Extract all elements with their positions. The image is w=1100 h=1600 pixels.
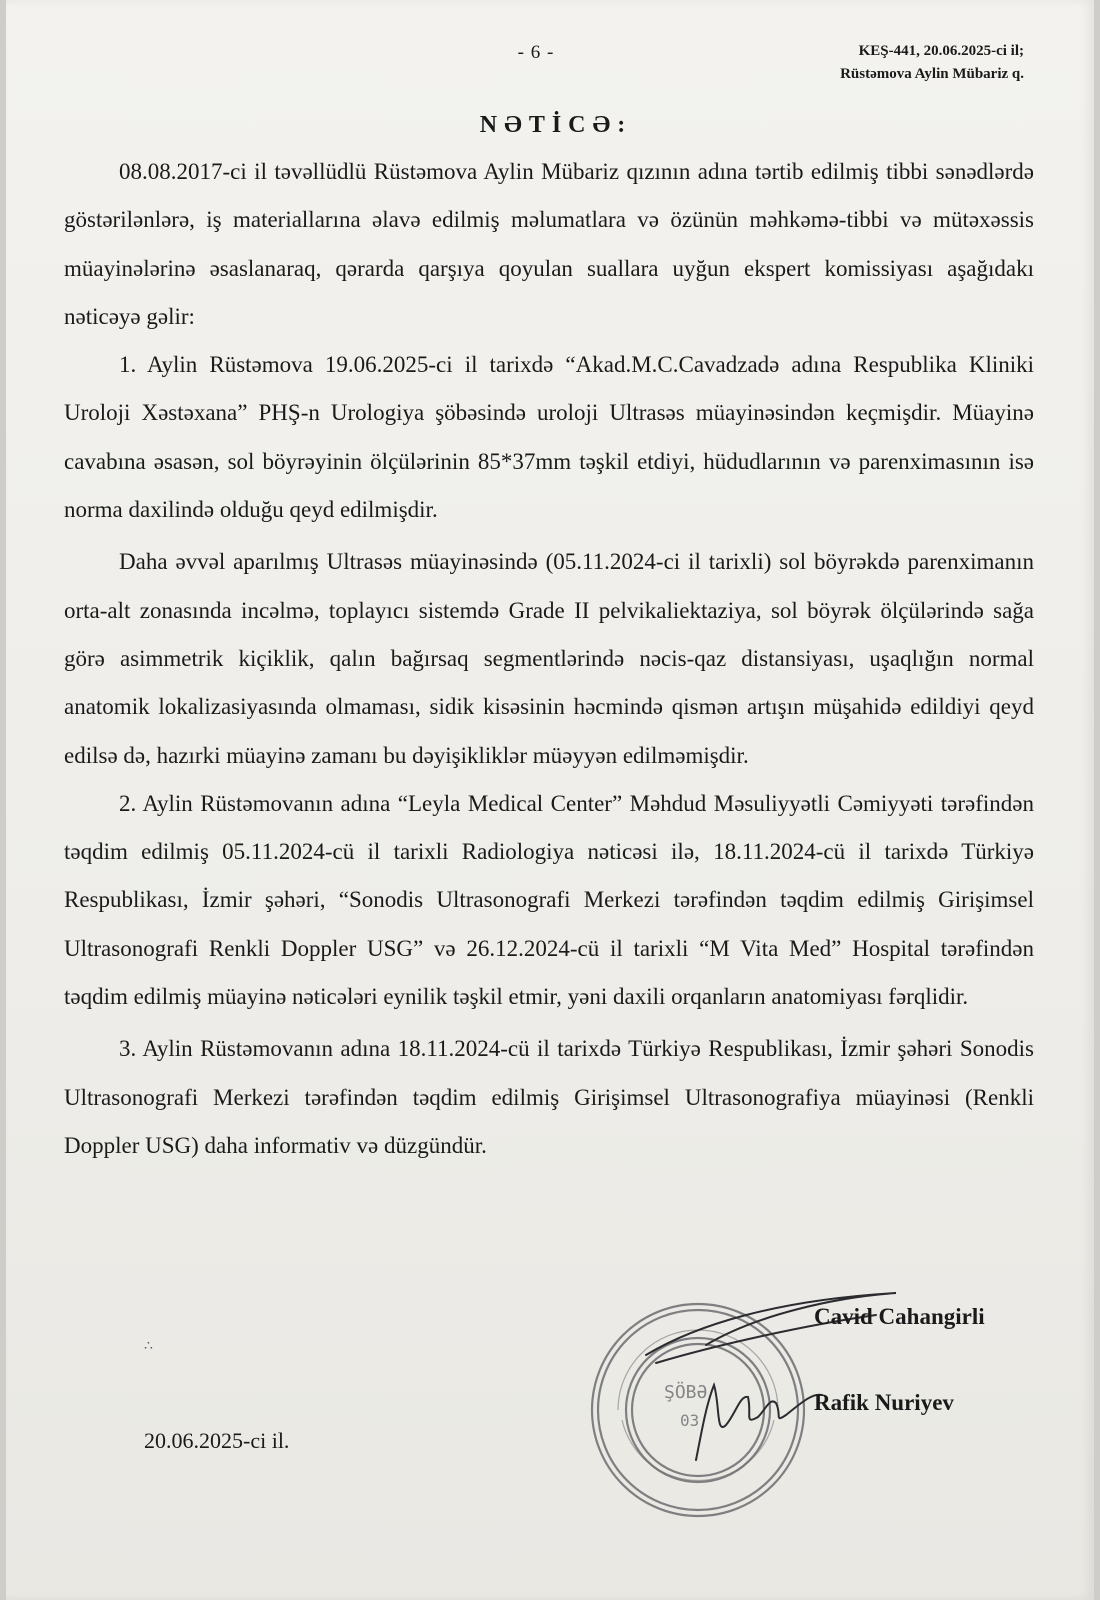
finding-paragraph-2: 2. Aylin Rüstəmovanın adına “Leyla Medical Center” Məhdud Məsuliyyətli Cəmiyyəti tərəfindən təqdim edilmiş 05.11.2024-cü il tarixli Radiologiya nəticəsi ilə, 18.11.2024-cü il tarixdə Türkiyə Respublikası, İzmir şəhəri, “Sonodis Ultrasonografi Merkezi tərəfindən təqdim edilmiş Girişimsel Ultrasonografi Renkli Doppler USG” və 26.12.2024-cü il tarixli “M Vita Med” Hospital tərəfindən təqdim edilmiş müayinə nəticələri eynilik təşkil etmir, yəni daxili orqanların anatomiyası fərqlidir. xyxy=(64,790,1034,1010)
finding-paragraph-1b: Daha əvvəl aparılmış Ultrasəs müayinəsində (05.11.2024-ci il tarixli) sol böyrəkdə parenximanın orta-alt zonasında incəlmə, toplayıcı sistemdə Grade II pelvikaliektaziya, sol böyrək ölçülərində sağa görə asimmetrik kiçiklik, qalın bağırsaq segmentlərində nəcis-qaz distansiyası, uşaqlığın normal anatomik lokalizasiyasında olmaması, sidik kisəsinin həcmində qismən artışın müşahidə edildiyi qeyd edilsə də, hazırki müayinə zamanı bu dəyişikliklər müəyyən edilməmişdir. xyxy=(64,549,1034,768)
case-reference-line-2: Rüstəmova Aylin Mübariz q. xyxy=(840,66,1024,82)
stamp-center-text: ŞÖBƏ xyxy=(664,1382,708,1403)
footer-date: 20.06.2025-ci il. xyxy=(144,1428,290,1453)
case-reference-line-1: KEŞ-441, 20.06.2025-ci il; xyxy=(858,43,1024,59)
intro-paragraph: 08.08.2017-ci il təvəllüdlü Rüstəmova Aylin Mübariz qızının adına tərtib edilmiş tibbi sənədlərdə göstərilənlərə, iş materiallarına əlavə edilmiş məlumatlara və özünün məhkəmə-tibbi və mütəxəssis müayinələrinə əsaslanaraq, qərarda qarşıya qoyulan suallara uyğun ekspert komissiyası aşağıdakı nəticəyə gəlir: xyxy=(64,159,1034,329)
finding-paragraph-1: 1. Aylin Rüstəmova 19.06.2025-ci il tarixdə “Akad.M.C.Cavadzadə adına Respublika Kliniki Uroloji Xəstəxana” PHŞ-n Urologiya şöbəsində uroloji Ultrasəs müayinəsindən keçmişdir. Müayinə cavabına əsasən, sol böyrəyinin ölçülərinin 85*37mm təşkil etdiyi, hüdudlarının və parenximasının isə norma daxilində olduğu qeyd edilmişdir. xyxy=(64,352,1034,523)
signatory-2: Rafik Nuriyev xyxy=(814,1390,954,1415)
paper-speck: ∴ xyxy=(144,1339,153,1354)
document-title: NƏTİCƏ: xyxy=(479,112,633,138)
case-reference xyxy=(840,40,1024,86)
finding-paragraph-3: 3. Aylin Rüstəmovanın adına 18.11.2024-cü il tarixdə Türkiyə Respublikası, İzmir şəhəri Sonodis Ultrasonografi Merkezi tərəfindən təqdim edilmiş Girişimsel Ultrasonografiya müayinəsi (Renkli Doppler USG) daha informativ və düzgündür. xyxy=(64,1036,1034,1158)
page-number: - 6 - xyxy=(517,42,555,63)
conclusion-body xyxy=(64,148,1034,1170)
signatory-1: Cavid Cahangirli xyxy=(814,1304,985,1329)
stamp-number: 03 xyxy=(680,1411,700,1430)
document-page xyxy=(6,0,1094,1600)
